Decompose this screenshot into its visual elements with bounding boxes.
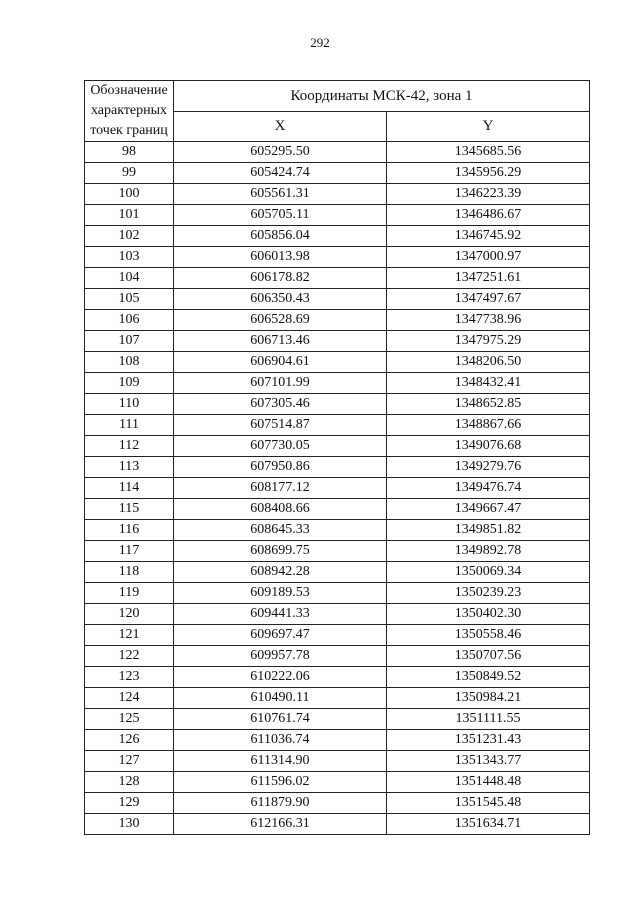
y-coordinate-cell: 1349892.78 xyxy=(387,541,590,562)
coordinates-group-header: Координаты МСК-42, зона 1 xyxy=(174,81,590,112)
point-id-cell: 112 xyxy=(85,436,174,457)
y-coordinate-cell: 1346223.39 xyxy=(387,184,590,205)
x-column-header: X xyxy=(174,111,387,142)
point-id-cell: 113 xyxy=(85,457,174,478)
table-row xyxy=(85,730,590,751)
x-coordinate-cell: 608177.12 xyxy=(174,478,387,499)
x-coordinate-cell: 605295.50 xyxy=(174,142,387,163)
y-coordinate-cell: 1349851.82 xyxy=(387,520,590,541)
y-coordinate-cell: 1351634.71 xyxy=(387,814,590,835)
y-coordinate-cell: 1350239.23 xyxy=(387,583,590,604)
x-coordinate-cell: 606178.82 xyxy=(174,268,387,289)
y-coordinate-cell: 1347497.67 xyxy=(387,289,590,310)
y-coordinate-cell: 1348652.85 xyxy=(387,394,590,415)
x-coordinate-cell: 610490.11 xyxy=(174,688,387,709)
point-id-cell: 121 xyxy=(85,625,174,646)
y-coordinate-cell: 1348432.41 xyxy=(387,373,590,394)
y-coordinate-cell: 1350069.34 xyxy=(387,562,590,583)
y-coordinate-cell: 1349279.76 xyxy=(387,457,590,478)
y-coordinate-cell: 1349476.74 xyxy=(387,478,590,499)
x-coordinate-cell: 609189.53 xyxy=(174,583,387,604)
table-row xyxy=(85,436,590,457)
table-row xyxy=(85,184,590,205)
y-coordinate-cell: 1350849.52 xyxy=(387,667,590,688)
x-coordinate-cell: 607950.86 xyxy=(174,457,387,478)
point-id-header: Обозначение характерных точек границ xyxy=(85,81,174,142)
point-id-cell: 126 xyxy=(85,730,174,751)
table-row xyxy=(85,226,590,247)
table-row xyxy=(85,541,590,562)
point-id-cell: 115 xyxy=(85,499,174,520)
x-coordinate-cell: 608408.66 xyxy=(174,499,387,520)
point-id-cell: 101 xyxy=(85,205,174,226)
point-id-cell: 129 xyxy=(85,793,174,814)
y-coordinate-cell: 1347251.61 xyxy=(387,268,590,289)
y-coordinate-cell: 1351111.55 xyxy=(387,709,590,730)
table-row xyxy=(85,751,590,772)
table-row xyxy=(85,499,590,520)
y-coordinate-cell: 1345956.29 xyxy=(387,163,590,184)
table-row xyxy=(85,688,590,709)
x-coordinate-cell: 608699.75 xyxy=(174,541,387,562)
table-row xyxy=(85,415,590,436)
y-coordinate-cell: 1351343.77 xyxy=(387,751,590,772)
point-id-cell: 107 xyxy=(85,331,174,352)
table-row xyxy=(85,331,590,352)
table-row xyxy=(85,520,590,541)
y-coordinate-cell: 1351231.43 xyxy=(387,730,590,751)
table-row xyxy=(85,268,590,289)
y-coordinate-cell: 1345685.56 xyxy=(387,142,590,163)
point-id-cell: 98 xyxy=(85,142,174,163)
point-id-cell: 125 xyxy=(85,709,174,730)
point-id-cell: 120 xyxy=(85,604,174,625)
point-id-cell: 127 xyxy=(85,751,174,772)
x-coordinate-cell: 605705.11 xyxy=(174,205,387,226)
y-coordinate-cell: 1346745.92 xyxy=(387,226,590,247)
point-id-cell: 102 xyxy=(85,226,174,247)
y-coordinate-cell: 1350402.30 xyxy=(387,604,590,625)
point-id-cell: 110 xyxy=(85,394,174,415)
table-row xyxy=(85,604,590,625)
y-coordinate-cell: 1349667.47 xyxy=(387,499,590,520)
point-id-cell: 128 xyxy=(85,772,174,793)
y-coordinate-cell: 1349076.68 xyxy=(387,436,590,457)
table-row xyxy=(85,583,590,604)
point-id-cell: 123 xyxy=(85,667,174,688)
point-id-cell: 124 xyxy=(85,688,174,709)
x-coordinate-cell: 605561.31 xyxy=(174,184,387,205)
x-coordinate-cell: 606350.43 xyxy=(174,289,387,310)
point-id-cell: 119 xyxy=(85,583,174,604)
y-coordinate-cell: 1351545.48 xyxy=(387,793,590,814)
x-coordinate-cell: 605424.74 xyxy=(174,163,387,184)
point-id-cell: 111 xyxy=(85,415,174,436)
table-row xyxy=(85,394,590,415)
point-id-cell: 109 xyxy=(85,373,174,394)
point-id-cell: 122 xyxy=(85,646,174,667)
point-id-cell: 105 xyxy=(85,289,174,310)
table-row xyxy=(85,562,590,583)
table-row xyxy=(85,625,590,646)
point-id-cell: 100 xyxy=(85,184,174,205)
table-row xyxy=(85,667,590,688)
point-id-cell: 99 xyxy=(85,163,174,184)
table-row xyxy=(85,142,590,163)
x-coordinate-cell: 606528.69 xyxy=(174,310,387,331)
table-row xyxy=(85,247,590,268)
x-coordinate-cell: 611314.90 xyxy=(174,751,387,772)
x-coordinate-cell: 608645.33 xyxy=(174,520,387,541)
point-id-cell: 116 xyxy=(85,520,174,541)
table-row xyxy=(85,709,590,730)
x-coordinate-cell: 611596.02 xyxy=(174,772,387,793)
table-row xyxy=(85,478,590,499)
x-coordinate-cell: 610761.74 xyxy=(174,709,387,730)
point-id-cell: 118 xyxy=(85,562,174,583)
table-row xyxy=(85,646,590,667)
x-coordinate-cell: 606013.98 xyxy=(174,247,387,268)
y-coordinate-cell: 1350984.21 xyxy=(387,688,590,709)
x-coordinate-cell: 606713.46 xyxy=(174,331,387,352)
x-coordinate-cell: 611036.74 xyxy=(174,730,387,751)
x-coordinate-cell: 609957.78 xyxy=(174,646,387,667)
table-row xyxy=(85,289,590,310)
x-coordinate-cell: 611879.90 xyxy=(174,793,387,814)
point-id-cell: 117 xyxy=(85,541,174,562)
point-id-cell: 106 xyxy=(85,310,174,331)
x-coordinate-cell: 607730.05 xyxy=(174,436,387,457)
point-id-cell: 103 xyxy=(85,247,174,268)
table-row xyxy=(85,205,590,226)
page-number: 292 xyxy=(310,35,330,50)
table-row xyxy=(85,772,590,793)
x-coordinate-cell: 605856.04 xyxy=(174,226,387,247)
y-coordinate-cell: 1350558.46 xyxy=(387,625,590,646)
table-row xyxy=(85,814,590,835)
table-row xyxy=(85,457,590,478)
y-coordinate-cell: 1348206.50 xyxy=(387,352,590,373)
y-coordinate-cell: 1347000.97 xyxy=(387,247,590,268)
table-row xyxy=(85,793,590,814)
x-coordinate-cell: 609441.33 xyxy=(174,604,387,625)
y-column-header: Y xyxy=(387,111,590,142)
table-header xyxy=(85,81,590,142)
x-coordinate-cell: 609697.47 xyxy=(174,625,387,646)
point-id-cell: 130 xyxy=(85,814,174,835)
x-coordinate-cell: 610222.06 xyxy=(174,667,387,688)
x-coordinate-cell: 612166.31 xyxy=(174,814,387,835)
y-coordinate-cell: 1347738.96 xyxy=(387,310,590,331)
table-row xyxy=(85,352,590,373)
y-coordinate-cell: 1347975.29 xyxy=(387,331,590,352)
x-coordinate-cell: 606904.61 xyxy=(174,352,387,373)
table-row xyxy=(85,163,590,184)
x-coordinate-cell: 607101.99 xyxy=(174,373,387,394)
x-coordinate-cell: 607305.46 xyxy=(174,394,387,415)
point-id-cell: 108 xyxy=(85,352,174,373)
table-row xyxy=(85,310,590,331)
x-coordinate-cell: 607514.87 xyxy=(174,415,387,436)
table-body xyxy=(85,142,590,835)
coordinates-table xyxy=(84,80,590,835)
y-coordinate-cell: 1348867.66 xyxy=(387,415,590,436)
y-coordinate-cell: 1346486.67 xyxy=(387,205,590,226)
point-id-cell: 114 xyxy=(85,478,174,499)
y-coordinate-cell: 1350707.56 xyxy=(387,646,590,667)
point-id-cell: 104 xyxy=(85,268,174,289)
x-coordinate-cell: 608942.28 xyxy=(174,562,387,583)
table-row xyxy=(85,373,590,394)
y-coordinate-cell: 1351448.48 xyxy=(387,772,590,793)
